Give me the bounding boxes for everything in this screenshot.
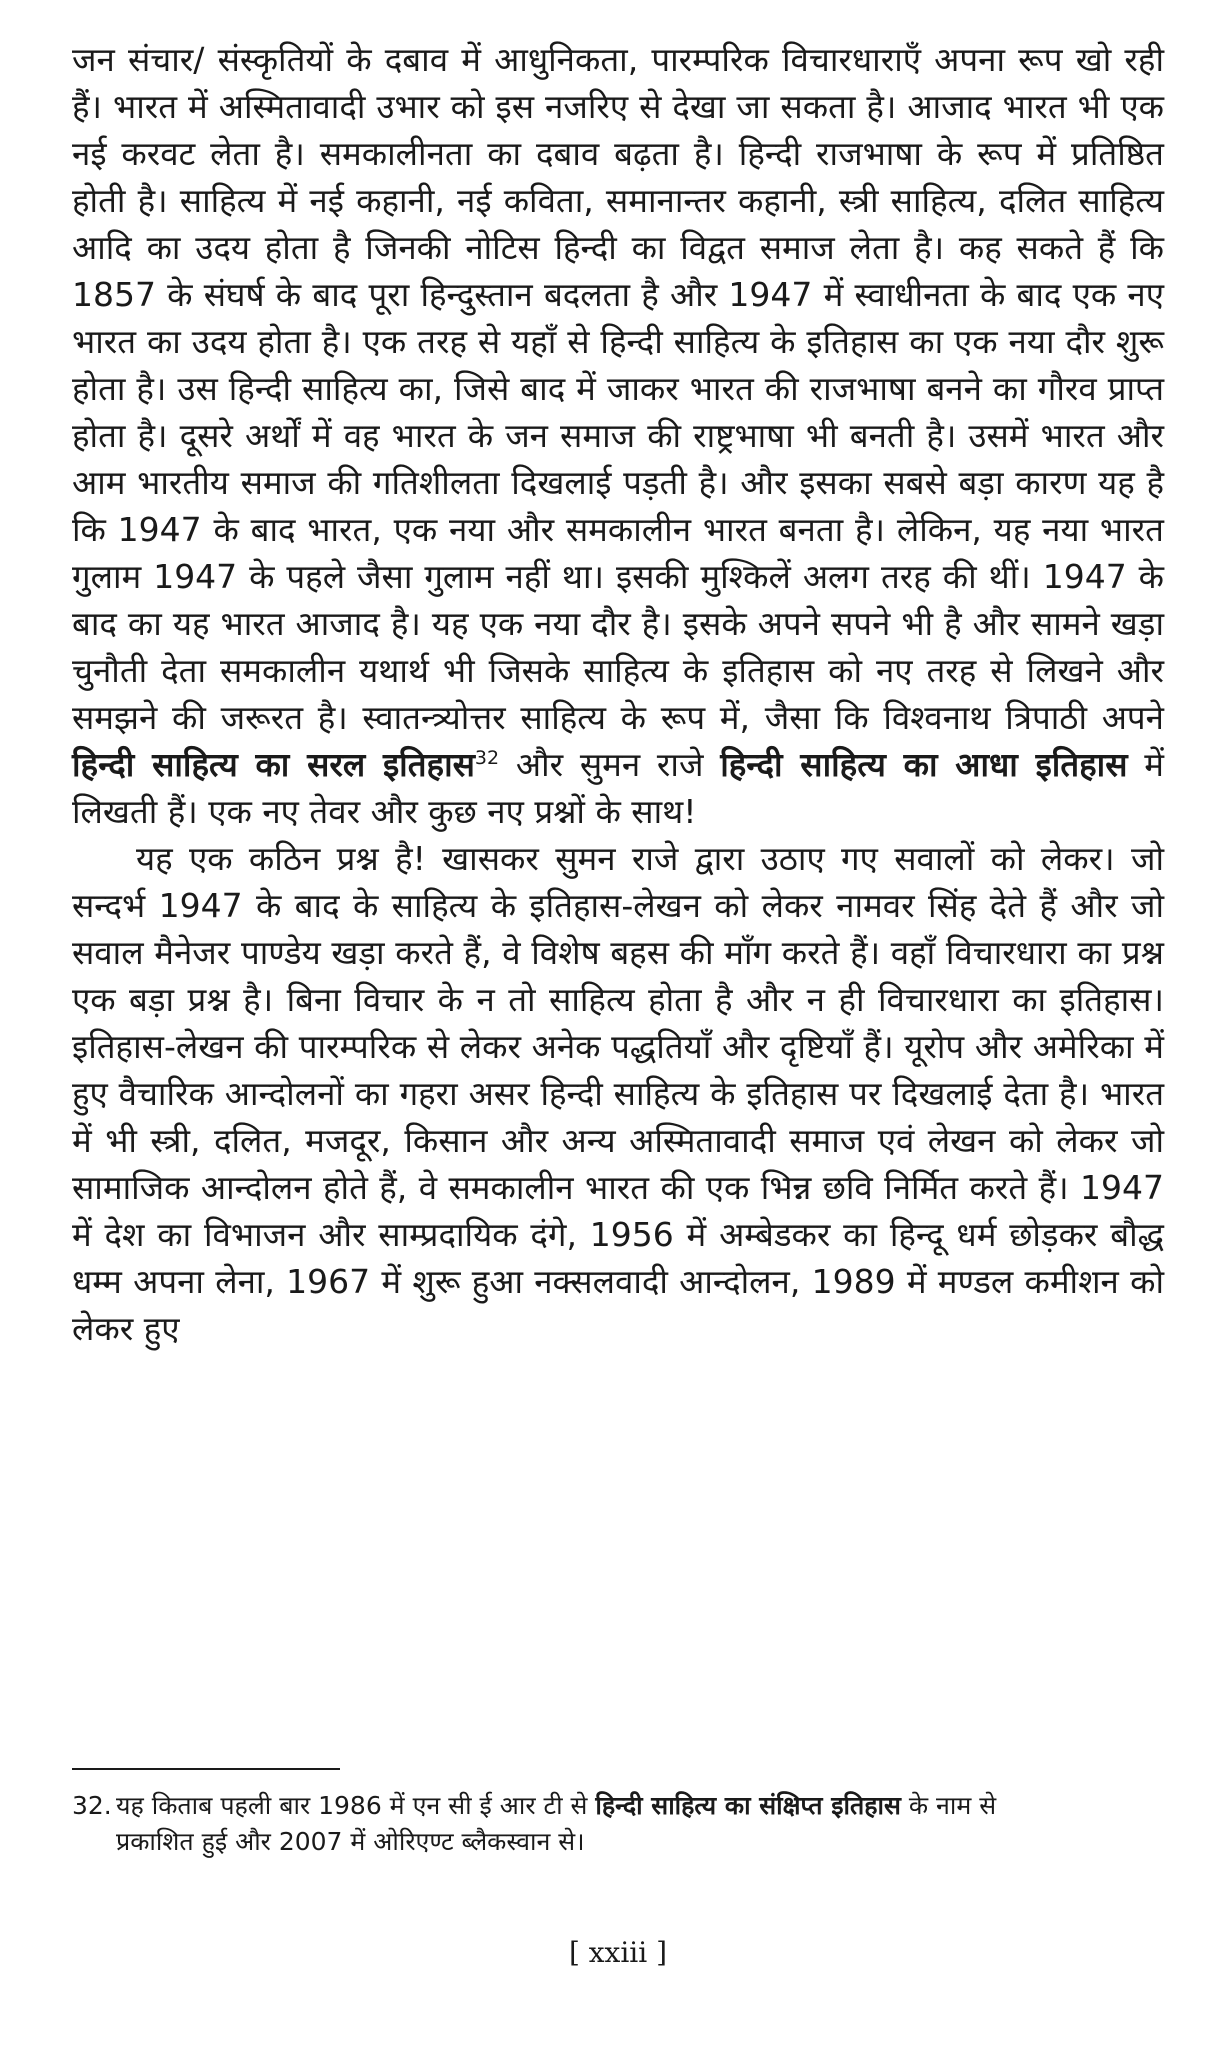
paragraph-2: यह एक कठिन प्रश्न है! खासकर सुमन राजे द्वारा उठाए गए सवालों को लेकर। जो सन्दर्भ 1947 के बाद के साहित्य के इतिहास-लेखन को लेकर नामवर सिंह देते हैं और जो सवाल मैनेजर पाण्डेय खड़ा करते हैं, वे विशेष बहस की माँग करते हैं। वहाँ विचारधारा का प्रश्न एक बड़ा प्रश्न है। बिना विचार के न तो साहित्य होता है और न ही विचारधारा का इतिहास। इतिहास-लेखन की पारम्परिक से लेकर अनेक पद्धतियाँ और दृष्टियाँ हैं। यूरोप और अमेरिका में हुए वैचारिक आन्दोलनों का गहरा असर हिन्दी साहित्य के इतिहास पर दिखलाई देता है। भारत में भी स्त्री, दलित, मजदूर, किसान और अन्य अस्मितावादी समाज एवं लेखन को लेकर जो सामाजिक आन्दोलन होते हैं, वे समकालीन भारत की एक भिन्न छवि निर्मित करते हैं। 1947 में देश का विभाजन और साम्प्रदायिक दंगे, 1956 में अम्बेडकर का हिन्दू धर्म छोड़कर बौद्ध धम्म अपना लेना, 1967 में शुरू हुआ नक्सलवादी आन्दोलन, 1989 में मण्डल कमीशन को लेकर हुए [72,839,1164,1348]
document-page [72,36,1164,2016]
footnote-book-title: हिन्दी साहित्य का संक्षिप्त इतिहास [595,1791,901,1820]
page-number: [ xxiii ] [568,1936,668,1969]
footnote [72,1788,1164,1860]
book-title-saral-itihas: हिन्दी साहित्य का सरल इतिहास [72,745,475,784]
book-title-aadha-itihas: हिन्दी साहित्य का आधा इतिहास [720,745,1128,784]
footnote-number: 32. [72,1791,112,1820]
footnote-text-b: के नाम से [900,1791,997,1820]
footnote-text-a: यह किताब पहली बार 1986 में एन सी ई आर टी से [116,1791,596,1820]
paragraph-1 [72,36,1164,835]
footnote-reference[interactable]: 32 [474,747,500,769]
paragraph-1-text-a: जन संचार/ संस्कृतियों के दबाव में आधुनिकता, पारम्परिक विचारधाराएँ अपना रूप खो रही हैं। भारत में अस्मितावादी उभार को इस नजरिए से देखा जा सकता है। आजाद भारत भी एक नई करवट लेता है। समकालीनता का दबाव बढ़ता है। हिन्दी राजभाषा के रूप में प्रतिष्ठित होती है। साहित्य में नई कहानी, नई कविता, समानान्तर कहानी, स्त्री साहित्य, दलित साहित्य आदि का उदय होता है जिनकी नोटिस हिन्दी का विद्वत समाज लेता है। कह सकते हैं कि 1857 के संघर्ष के बाद पूरा हिन्दुस्तान बदलता है और 1947 में स्वाधीनता के बाद एक नए भारत का उदय होता है। एक तरह से यहाँ से हिन्दी साहित्य के इतिहास का एक नया दौर शुरू होता है। उस हिन्दी साहित्य का, जिसे बाद में जाकर भारत की राजभाषा बनने का गौरव प्राप्त होता है। दूसरे अर्थों में वह भारत के जन समाज की राष्ट्रभाषा भी बनती है। उसमें भारत और आम भारतीय समाज की गतिशीलता दिखलाई पड़ती है। और इसका सबसे बड़ा कारण यह है कि 1947 के बाद भारत, एक नया और समकालीन भारत बनता है। लेकिन, यह नया भारत गुलाम 1947 के पहले जैसा गुलाम नहीं था। इसकी मुश्किलें अलग तरह की थीं। 1947 के बाद का यह भारत आजाद है। यह एक नया दौर है। इसके अपने सपने भी है और सामने खड़ा चुनौती देता समकालीन यथार्थ भी जिसके साहित्य के इतिहास को नए तरह से लिखने और समझने की जरूरत है। स्वातन्त्र्योत्तर साहित्य के रूप में, जैसा कि विश्वनाथ त्रिपाठी अपने [72,40,1164,737]
footnote-line-1 [72,1788,1164,1824]
footnote-line-2: प्रकाशित हुई और 2007 में ओरिएण्ट ब्लैकस्वान से। [116,1827,585,1856]
paragraph-1-text-b: और सुमन राजे [499,745,721,784]
main-text [72,36,1164,1352]
paragraph-1-text-c: में लिखती हैं। एक नए तेवर और कुछ नए प्रश्नों के साथ! [72,745,1164,831]
footnote-divider [72,1768,340,1770]
